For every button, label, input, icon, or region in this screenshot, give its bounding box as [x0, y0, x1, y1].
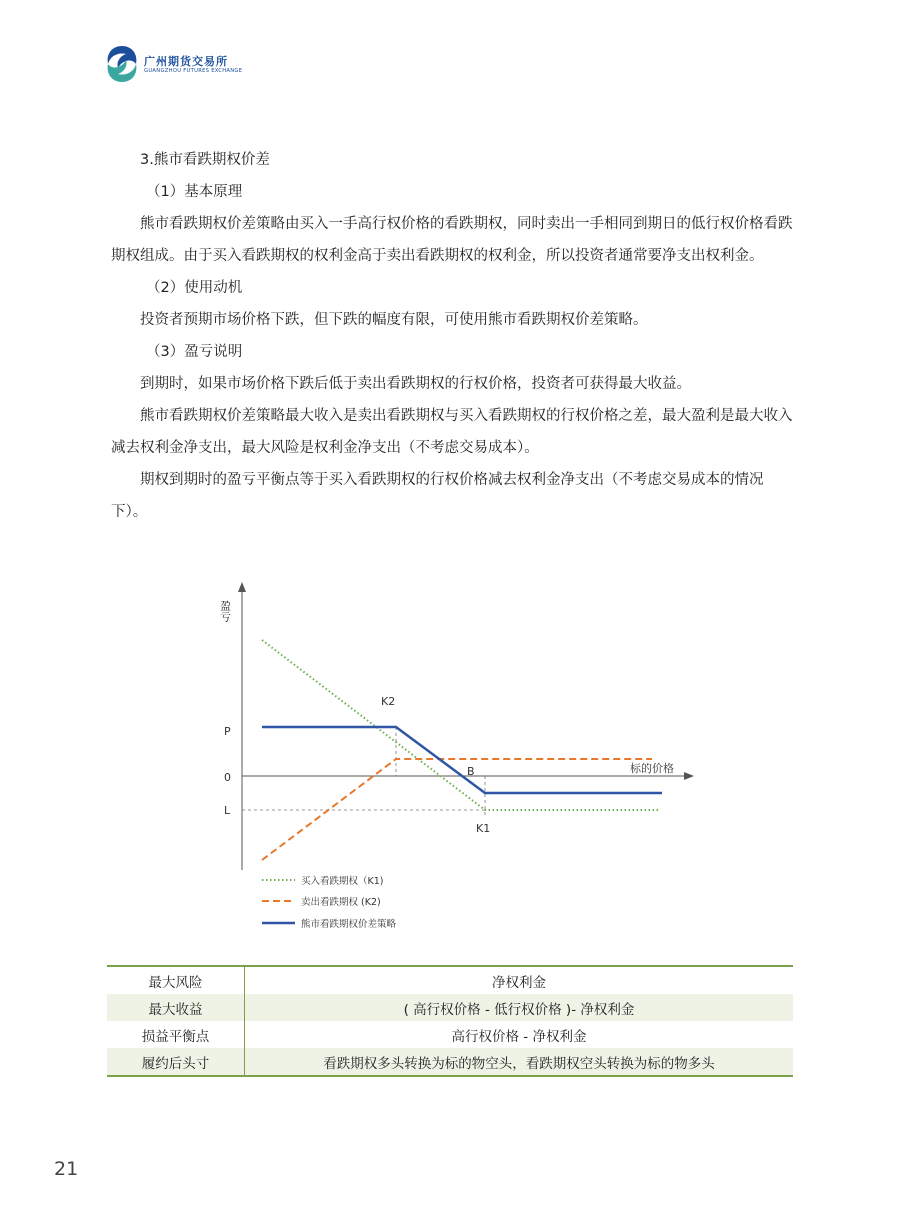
paragraph-pnl-3: 期权到期时的盈亏平衡点等于买入看跌期权的行权价格减去权利金净支出（不考虑交易成本的情况下）。 [111, 472, 764, 520]
subheading-basic-principle: （1）基本原理 [146, 184, 243, 200]
legend-label-sell-put: 卖出看跌期权 (K2) [301, 897, 381, 908]
article-body [111, 144, 795, 528]
exchange-logo-icon [104, 44, 140, 84]
y-tick-p: P [224, 725, 231, 738]
header-logo [104, 44, 284, 84]
logo-english-name: GUANGZHOU FUTURES EXCHANGE [144, 68, 243, 74]
section-title: 3.熊市看跌期权价差 [140, 152, 270, 168]
table-row-label: 履约后头寸 [107, 1048, 245, 1076]
legend-label-buy-put: 买入看跌期权（K1) [301, 876, 384, 887]
subheading-motivation: （2）使用动机 [146, 280, 243, 296]
paragraph-pnl-2: 熊市看跌期权价差策略最大收入是卖出看跌期权与买入看跌期权的行权价格之差，最大盈利是最大收入减去权利金净支出，最大风险是权利金净支出（不考虑交易成本）。 [111, 408, 793, 456]
table-row [107, 1021, 793, 1048]
payoff-chart [200, 570, 700, 940]
paragraph-principle: 熊市看跌期权价差策略由买入一手高行权价格的看跌期权，同时卖出一手相同到期日的低行权价格看跌期权组成。由于买入看跌期权的权利金高于卖出看跌期权的权利金，所以投资者通常要净支出权利金。 [111, 216, 793, 264]
table-row-value: ( 高行权价格 - 低行权价格 )- 净权利金 [245, 994, 794, 1021]
table-row [107, 966, 793, 994]
table-row [107, 1048, 793, 1076]
x-axis-arrow [684, 772, 694, 780]
point-label-k1: K1 [476, 822, 491, 835]
x-axis-label: 标的价格 [630, 762, 674, 775]
table-row-value: 高行权价格 - 净权利金 [451, 1028, 587, 1045]
point-label-b: B [467, 765, 475, 778]
y-axis-arrow [238, 582, 246, 592]
y-tick-zero: 0 [224, 771, 231, 784]
table-row-label: 最大风险 [107, 966, 245, 994]
summary-table [107, 965, 793, 1077]
table-row [107, 994, 793, 1021]
legend-label-spread: 熊市看跌期权价差策略 [301, 919, 397, 930]
point-label-k2: K2 [381, 695, 396, 708]
logo-chinese-name: 广州期货交易所 [144, 55, 228, 68]
subheading-pnl: （3）盈亏说明 [146, 344, 243, 360]
paragraph-pnl-1: 到期时，如果市场价格下跌后低于卖出看跌期权的行权价格，投资者可获得最大收益。 [140, 376, 691, 392]
y-tick-l: L [224, 804, 231, 817]
table-row-value: 看跌期权多头转换为标的物空头，看跌期权空头转换为标的物多头 [245, 1048, 794, 1076]
table-row-label: 损益平衡点 [107, 1021, 245, 1048]
table-row-value: 净权利金 [245, 966, 794, 994]
table-row-label: 最大收益 [107, 994, 245, 1021]
paragraph-motivation: 投资者预期市场价格下跌，但下跌的幅度有限，可使用熊市看跌期权价差策略。 [140, 312, 648, 328]
page-number: 21 [54, 1158, 79, 1180]
series-buy-put [262, 640, 660, 810]
y-axis-label: 盈亏 [218, 600, 232, 622]
